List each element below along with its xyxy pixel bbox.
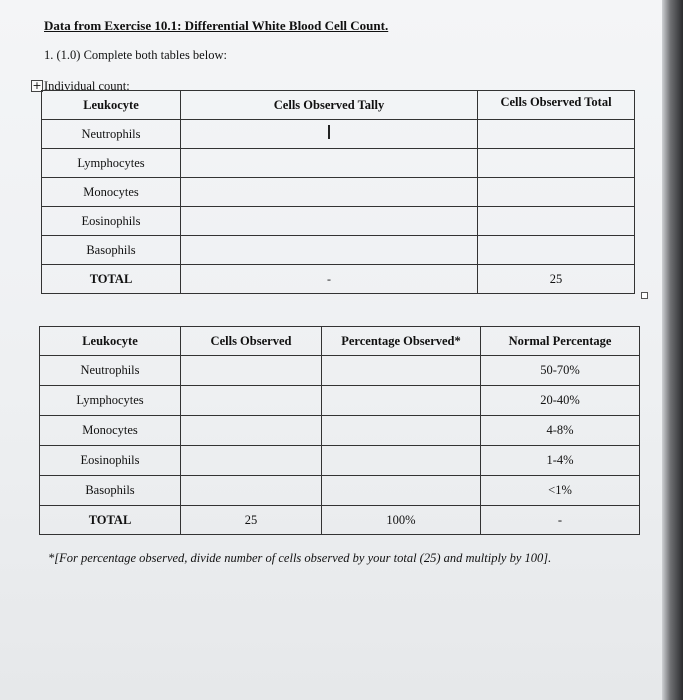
t2-row-leukocyte: Monocytes: [40, 416, 181, 446]
t2-normal-cell: 4-8%: [481, 416, 640, 446]
t2-total-percentage: 100%: [322, 506, 481, 535]
t1-tally-cell[interactable]: [181, 178, 478, 207]
t2-observed-cell[interactable]: [181, 356, 322, 386]
t1-row-leukocyte: Neutrophils: [42, 120, 181, 149]
tally-mark: [328, 125, 330, 139]
t1-total-cell[interactable]: [478, 120, 635, 149]
question-text: 1. (1.0) Complete both tables below:: [44, 48, 227, 62]
t1-total-cell[interactable]: [478, 207, 635, 236]
t2-normal-cell: 20-40%: [481, 386, 640, 416]
t1-row-leukocyte: Basophils: [42, 236, 181, 265]
t2-total-label: TOTAL: [40, 506, 181, 535]
t2-observed-cell[interactable]: [181, 446, 322, 476]
t2-header-percentage: Percentage Observed*: [322, 327, 481, 356]
screen-edge: [662, 0, 683, 700]
table1-caption: Individual count:: [44, 79, 130, 93]
t1-total-cell[interactable]: [478, 236, 635, 265]
individual-count-table: [41, 90, 635, 294]
t1-header-leukocyte: Leukocyte: [42, 91, 181, 120]
exercise-heading: Data from Exercise 10.1: Differential White Blood Cell Count.: [44, 18, 389, 33]
percentage-table: [39, 326, 640, 535]
t2-total-normal: -: [481, 506, 640, 535]
table-move-handle-icon[interactable]: +: [32, 79, 42, 92]
t2-observed-cell[interactable]: [181, 386, 322, 416]
t1-tally-cell[interactable]: [181, 120, 478, 149]
t2-percentage-cell[interactable]: [322, 416, 481, 446]
t2-observed-cell[interactable]: [181, 416, 322, 446]
t1-tally-cell[interactable]: [181, 149, 478, 178]
t1-total-label: TOTAL: [42, 265, 181, 294]
footnote: *[For percentage observed, divide number of cells observed by your total (25) and multiply by 100].: [48, 551, 552, 565]
t2-percentage-cell[interactable]: [322, 476, 481, 506]
table-resize-handle[interactable]: [641, 292, 648, 299]
t2-percentage-cell[interactable]: [322, 356, 481, 386]
t1-tally-cell[interactable]: [181, 207, 478, 236]
t2-header-leukocyte: Leukocyte: [40, 327, 181, 356]
t1-tally-cell[interactable]: [181, 236, 478, 265]
t1-total-tally: -: [181, 265, 478, 294]
t1-row-leukocyte: Lymphocytes: [42, 149, 181, 178]
t2-percentage-cell[interactable]: [322, 386, 481, 416]
t2-row-leukocyte: Neutrophils: [40, 356, 181, 386]
t1-row-leukocyte: Eosinophils: [42, 207, 181, 236]
t1-total-cell[interactable]: [478, 149, 635, 178]
t2-percentage-cell[interactable]: [322, 446, 481, 476]
t2-total-observed: 25: [181, 506, 322, 535]
t1-total-cell[interactable]: [478, 178, 635, 207]
t2-normal-cell: 1-4%: [481, 446, 640, 476]
t1-row-leukocyte: Monocytes: [42, 178, 181, 207]
t2-row-leukocyte: Basophils: [40, 476, 181, 506]
t2-header-observed: Cells Observed: [181, 327, 322, 356]
t2-row-leukocyte: Lymphocytes: [40, 386, 181, 416]
t1-header-tally: Cells Observed Tally: [181, 91, 478, 120]
t1-header-total: Cells Observed Total: [478, 91, 635, 120]
t2-header-normal: Normal Percentage: [481, 327, 640, 356]
t1-total-value: 25: [478, 265, 635, 294]
t2-observed-cell[interactable]: [181, 476, 322, 506]
t2-row-leukocyte: Eosinophils: [40, 446, 181, 476]
t2-normal-cell: 50-70%: [481, 356, 640, 386]
t2-normal-cell: <1%: [481, 476, 640, 506]
